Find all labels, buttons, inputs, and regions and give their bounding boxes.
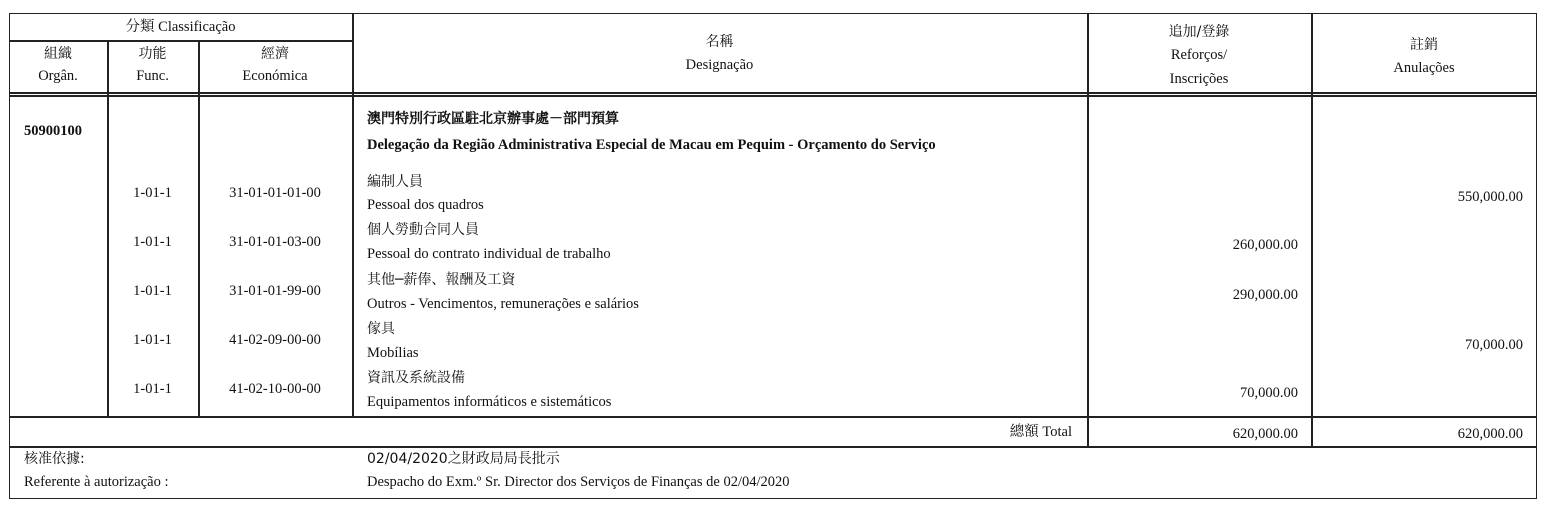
row-func: 1-01-1: [133, 332, 172, 348]
body-bottom-rule: [10, 416, 1536, 418]
classification-heading: 分類 Classificação: [125, 19, 236, 35]
func-header-zh: 功能: [138, 46, 167, 62]
organ-header-pt: Orgân.: [38, 68, 78, 84]
organ-header-zh: 組織: [44, 46, 72, 62]
reforcos-header-pt-2: Inscrições: [1169, 71, 1229, 87]
row-reforco: 70,000.00: [1240, 385, 1298, 401]
total-anulacoes: 620,000.00: [1457, 426, 1523, 442]
header-subrule: [10, 40, 353, 42]
designation-header-zh: 名稱: [705, 34, 734, 50]
econ-header-zh: 經濟: [261, 46, 289, 62]
anulacoes-header-pt: Anulações: [1393, 60, 1455, 76]
authorization-text-zh: 02/04/2020之財政局局長批示: [367, 451, 560, 467]
row-func: 1-01-1: [133, 185, 172, 201]
row-designation-pt: Pessoal do contrato individual de trabalho: [367, 246, 611, 262]
anulacoes-header-zh: 註銷: [1410, 37, 1438, 53]
col-divider-organ: [107, 40, 109, 416]
row-reforco: 290,000.00: [1232, 287, 1298, 303]
row-func: 1-01-1: [133, 381, 172, 397]
row-econ: 41-02-10-00-00: [229, 381, 321, 397]
service-name-pt: Delegação da Região Administrativa Especial de Macau em Pequim - Orçamento do Serviço: [367, 137, 936, 153]
row-func: 1-01-1: [133, 234, 172, 250]
reforcos-header-zh: 追加/登錄: [1168, 24, 1230, 40]
total-reforcos: 620,000.00: [1232, 426, 1298, 442]
col-divider-econ: [352, 14, 354, 416]
func-header-pt: Func.: [136, 68, 169, 84]
designation-header-pt: Designação: [685, 57, 754, 73]
row-designation-pt: Pessoal dos quadros: [367, 197, 484, 213]
row-econ: 31-01-01-99-00: [229, 283, 321, 299]
organ-code: 50900100: [24, 123, 82, 139]
row-designation-pt: Outros - Vencimentos, remunerações e salários: [367, 296, 639, 312]
total-label: 總額 Total: [1009, 424, 1072, 440]
row-econ: 31-01-01-01-00: [229, 185, 321, 201]
service-name-zh: 澳門特別行政區駐北京辦事處－部門預算: [367, 111, 619, 127]
header-bottom-rule-2: [10, 95, 1536, 97]
header-bottom-rule: [10, 92, 1536, 94]
row-designation-zh: 資訊及系統設備: [367, 370, 465, 386]
row-designation-zh: 編制人員: [367, 174, 423, 190]
row-econ: 41-02-09-00-00: [229, 332, 321, 348]
row-anulacao: 550,000.00: [1457, 189, 1523, 205]
col-divider-func: [198, 40, 200, 416]
row-designation-pt: Equipamentos informáticos e sistemáticos: [367, 394, 612, 410]
authorization-label-pt: Referente à autorização :: [24, 474, 169, 490]
authorization-label-zh: 核准依據:: [24, 451, 85, 467]
row-econ: 31-01-01-03-00: [229, 234, 321, 250]
total-bottom-rule: [10, 446, 1536, 448]
econ-header-pt: Económica: [242, 68, 308, 84]
row-designation-zh: 其他─薪俸、報酬及工資: [367, 272, 516, 288]
row-func: 1-01-1: [133, 283, 172, 299]
row-designation-zh: 傢具: [367, 321, 395, 337]
authorization-text-pt: Despacho do Exm.º Sr. Director dos Serviços de Finanças de 02/04/2020: [367, 474, 790, 490]
row-anulacao: 70,000.00: [1465, 337, 1523, 353]
row-designation-pt: Mobílias: [367, 345, 419, 361]
row-designation-zh: 個人勞動合同人員: [367, 222, 479, 238]
row-reforco: 260,000.00: [1232, 237, 1298, 253]
reforcos-header-pt-1: Reforços/: [1170, 47, 1228, 63]
col-divider-reforcos: [1311, 14, 1313, 446]
